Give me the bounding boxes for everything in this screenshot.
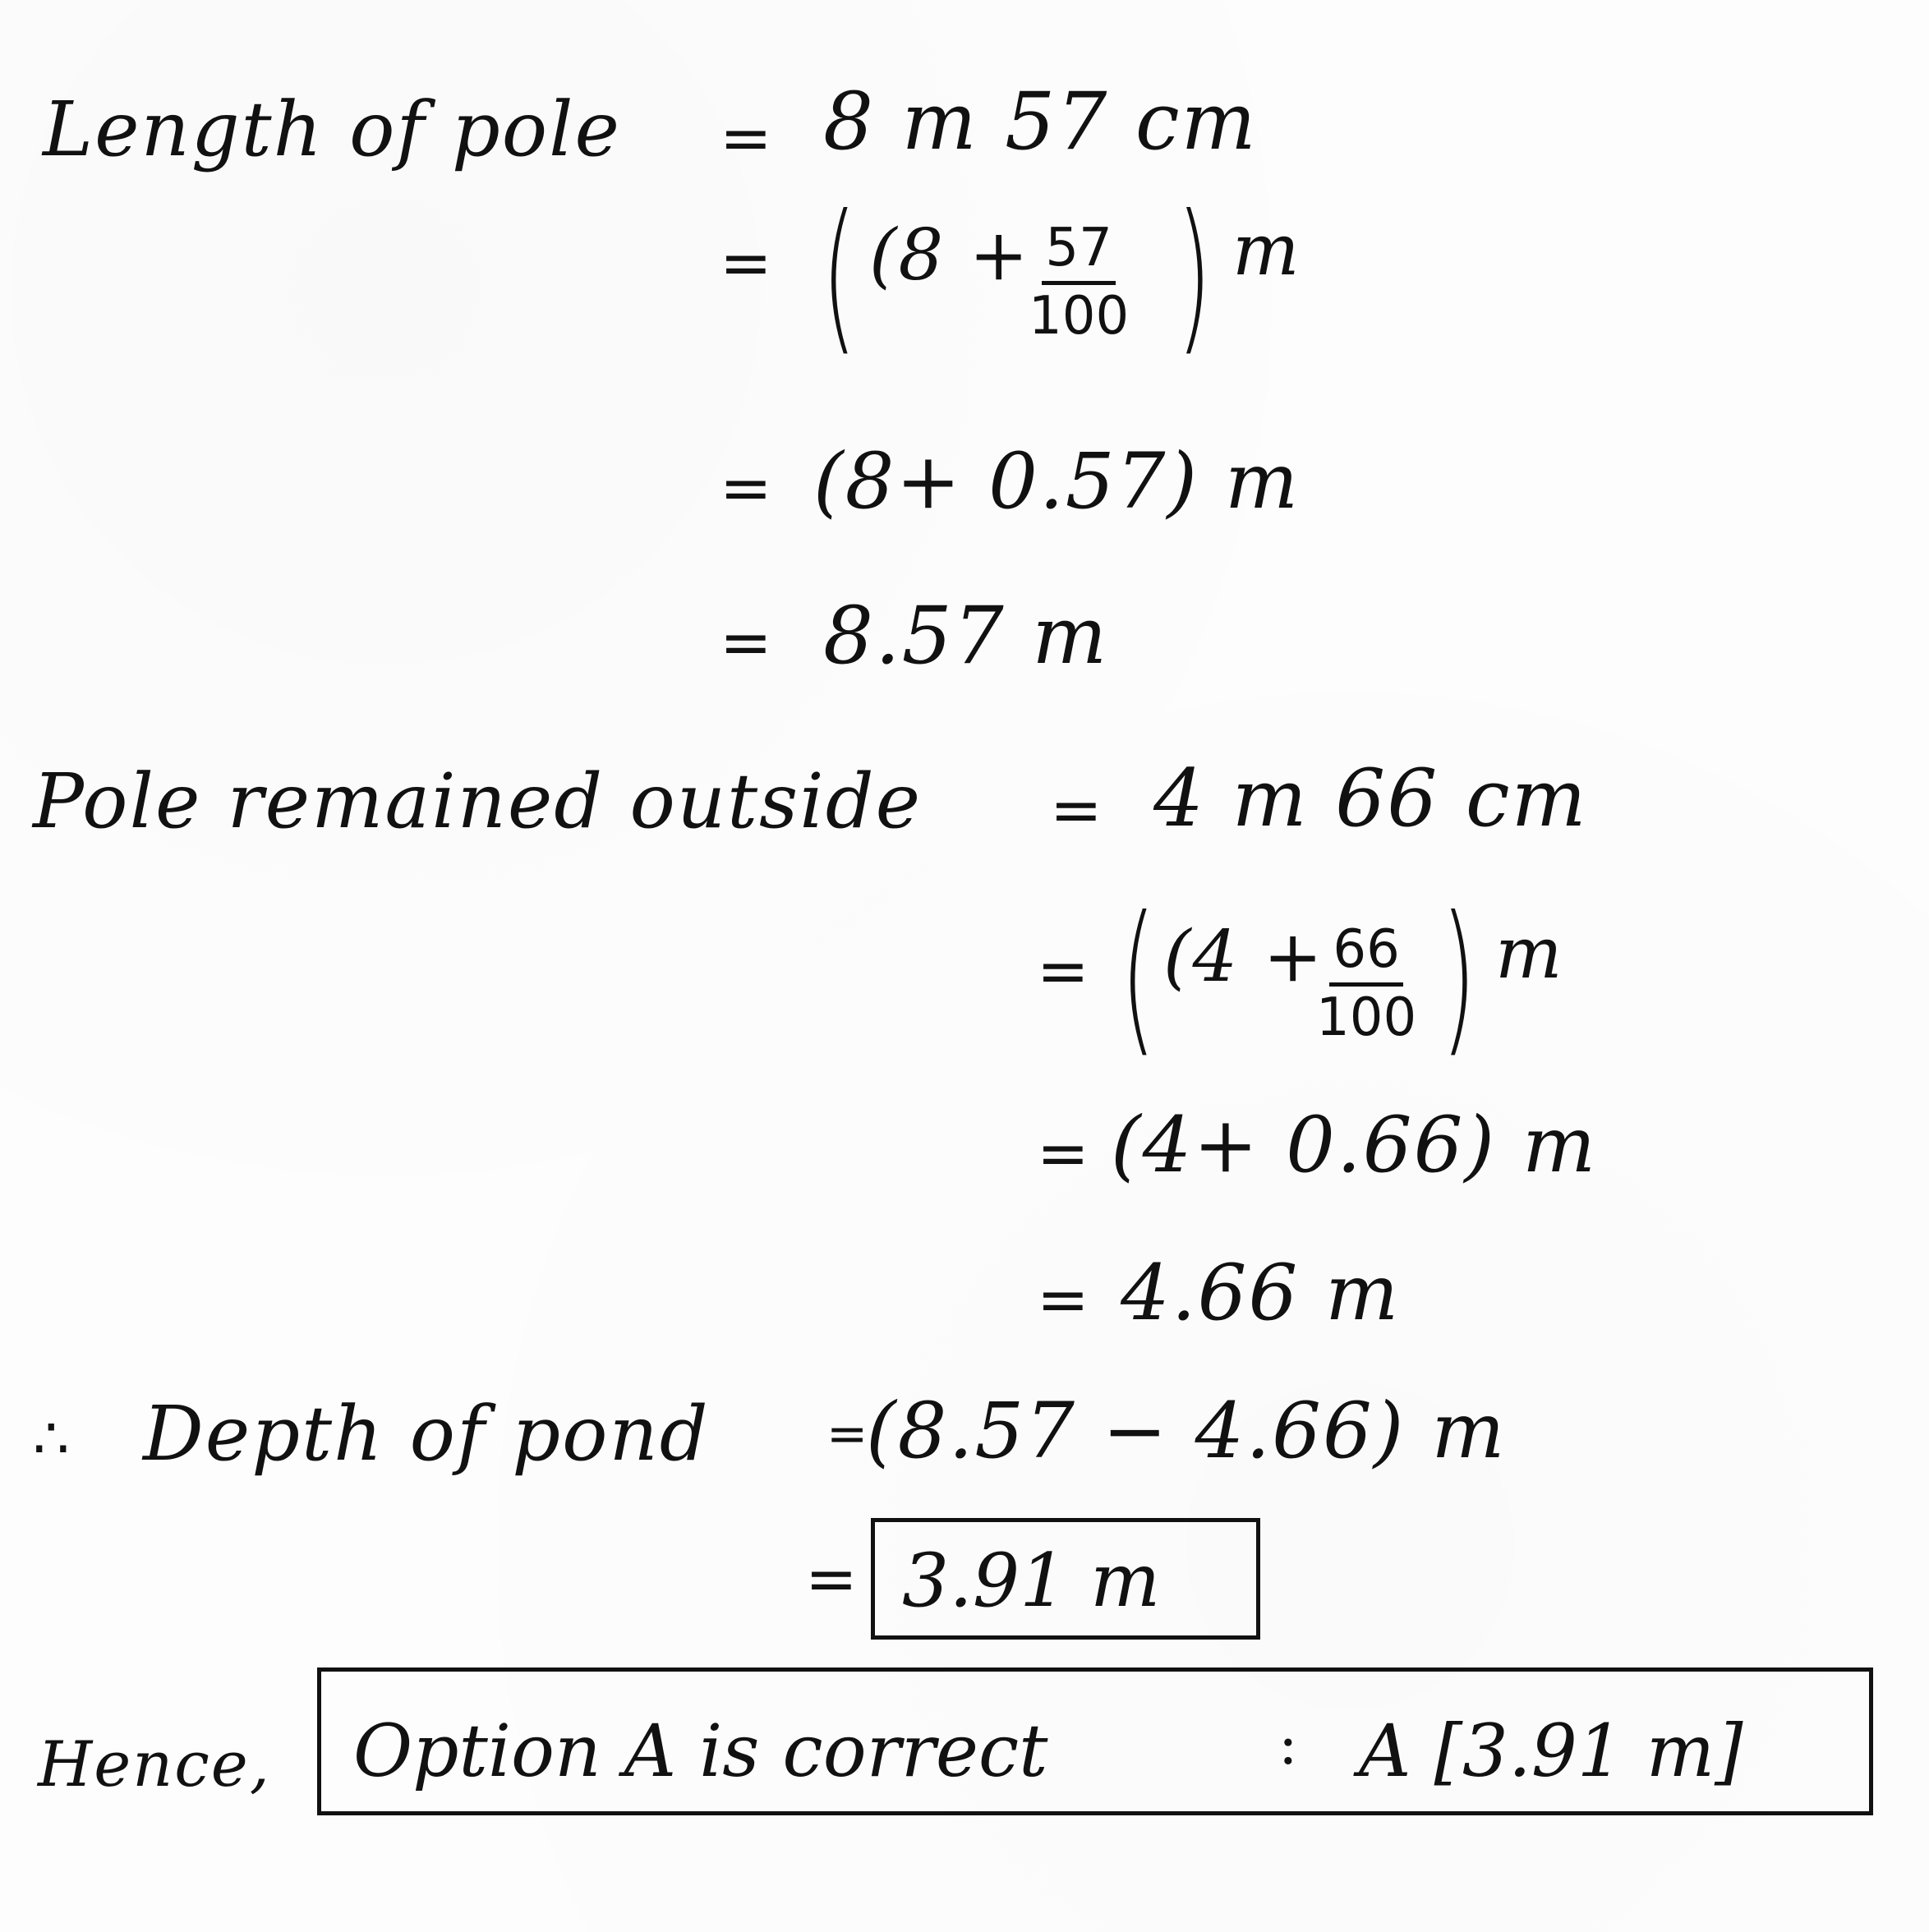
depth-result: 3.91 m bbox=[902, 1538, 1161, 1624]
equals-sign: = bbox=[720, 226, 772, 299]
equals-sign: = bbox=[1037, 1116, 1089, 1189]
fraction-denominator: 100 bbox=[1316, 987, 1417, 1048]
pole-length-decimal: 8.57 m bbox=[823, 590, 1109, 682]
close-paren: ) bbox=[1176, 180, 1212, 371]
hence-label: Hence, bbox=[38, 1727, 271, 1801]
pole-outside-mixed: 4 m 66 cm bbox=[1153, 752, 1588, 844]
conclusion-answer: A [3.91 m] bbox=[1359, 1709, 1743, 1793]
conclusion-colon: : bbox=[1278, 1710, 1298, 1778]
conclusion-statement: Option A is correct bbox=[353, 1709, 1048, 1793]
depth-of-pond-label: Depth of pond bbox=[143, 1390, 710, 1478]
unit-m: m bbox=[1232, 209, 1301, 292]
pole-outside-label: Pole remained outside bbox=[33, 757, 923, 845]
length-of-pole-label: Length of pole bbox=[43, 85, 621, 173]
fraction-numerator: 57 bbox=[1042, 222, 1115, 285]
fraction-denominator: 100 bbox=[1029, 286, 1130, 347]
equals-sign: = bbox=[1037, 934, 1089, 1007]
pole-outside-fraction bbox=[1316, 919, 1417, 1048]
equals-sign: = bbox=[720, 101, 772, 174]
equals-sign: = bbox=[1050, 773, 1103, 846]
equals-sign: = bbox=[720, 605, 772, 678]
unit-m: m bbox=[1495, 913, 1564, 995]
pole-length-decimal-sum: (8+ 0.57) m bbox=[813, 437, 1301, 527]
pole-length-fraction bbox=[1029, 218, 1130, 347]
close-paren: ) bbox=[1441, 881, 1476, 1073]
pole-length-whole: (8 + bbox=[869, 214, 1030, 297]
open-paren: ( bbox=[1121, 881, 1156, 1073]
pole-outside-whole: (4 + bbox=[1163, 916, 1324, 998]
pole-length-mixed: 8 m 57 cm bbox=[823, 76, 1258, 168]
equals-sign: = bbox=[1037, 1263, 1089, 1336]
equals-sign: = bbox=[720, 451, 772, 524]
equals-sign: = bbox=[826, 1405, 868, 1463]
pole-outside-decimal: 4.66 m bbox=[1121, 1249, 1401, 1338]
fraction-numerator: 66 bbox=[1329, 923, 1402, 987]
pole-outside-decimal-sum: (4+ 0.66) m bbox=[1111, 1101, 1598, 1190]
depth-subtraction: (8.57 − 4.66) m bbox=[866, 1387, 1507, 1476]
open-paren: ( bbox=[822, 180, 857, 371]
therefore-symbol: ∴ bbox=[33, 1405, 71, 1472]
equals-sign: = bbox=[805, 1542, 858, 1615]
